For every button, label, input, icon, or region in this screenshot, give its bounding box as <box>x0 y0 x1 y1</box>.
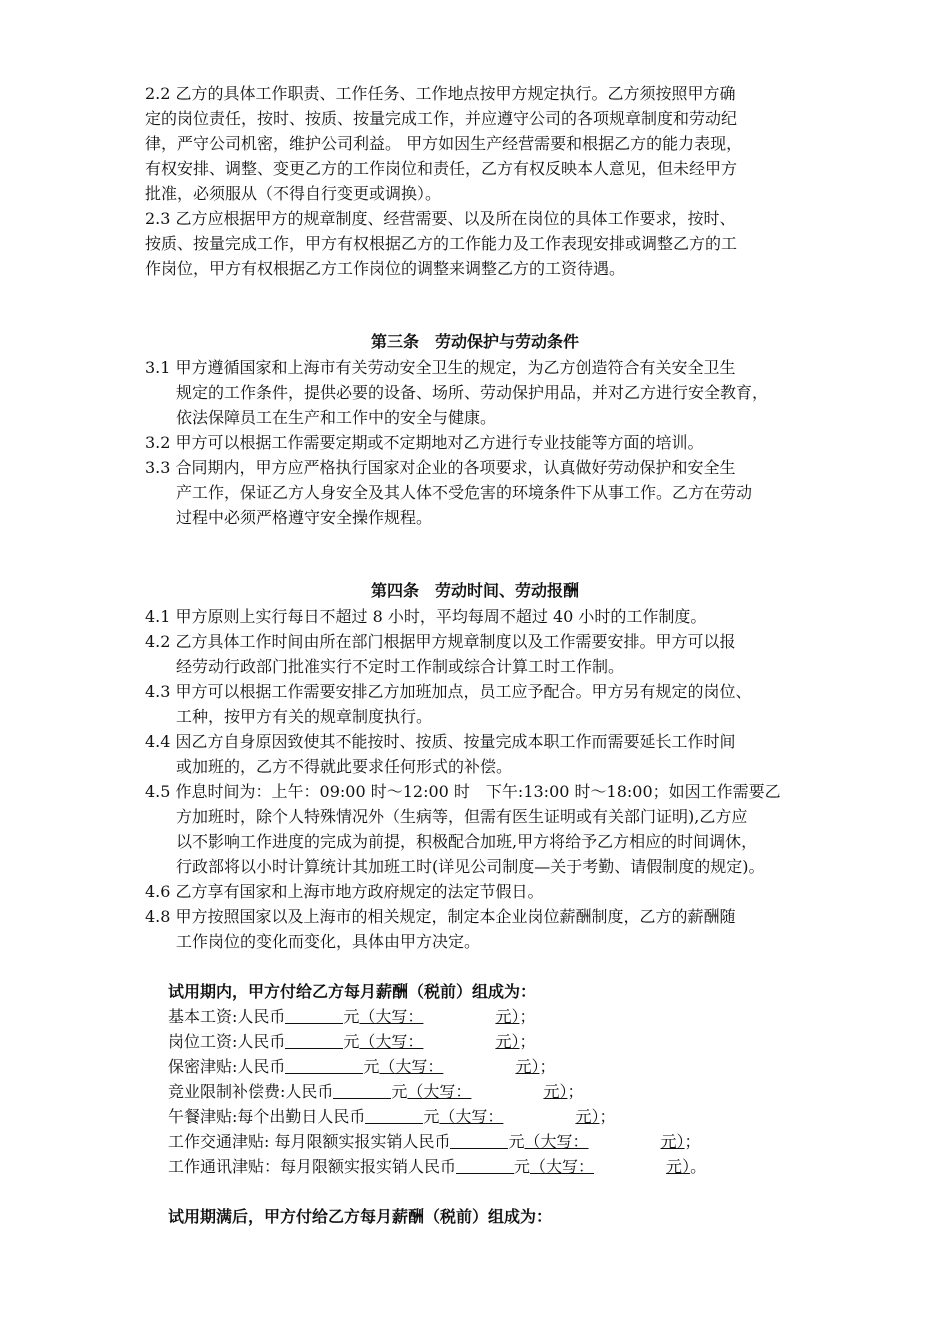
daxie-group: （大写： 元） <box>407 1082 568 1101</box>
para-4-5-line-1: 4.5 作息时间为：上午：09:00 时～12:00 时 下午:13:00 时～18:00；如因工作需要乙 <box>145 782 781 801</box>
para-2-2-line-1: 2.2 乙方的具体工作职责、工作任务、工作地点按甲方规定执行。乙方须按照甲方确 <box>145 84 736 103</box>
salary-row-noncompete: 竞业限制补偿费:人民币 元（大写： 元）； <box>168 1082 584 1101</box>
para-3-3-line-1: 3.3 合同期内，甲方应严格执行国家对企业的各项要求，认真做好劳动保护和安全生 <box>145 458 736 477</box>
para-4-5-line-2: 方加班时，除个人特殊情况外（生病等，但需有医生证明或有关部门证明),乙方应 <box>176 807 748 826</box>
daxie-group: （大写： 元） <box>359 1007 520 1026</box>
para-2-3-line-2: 按质、按量完成工作，甲方有权根据乙方的工作能力及工作表现安排或调整乙方的工 <box>145 234 738 253</box>
daxie-blank[interactable] <box>423 1032 495 1049</box>
amount-blank[interactable] <box>285 1031 343 1049</box>
para-4-5-line-4: 行政部将以小时计算统计其加班工时(详见公司制度—关于考勤、请假制度的规定)。 <box>176 857 765 876</box>
para-3-3-line-3: 过程中必须严格遵守安全操作规程。 <box>176 508 433 527</box>
daxie-blank[interactable] <box>594 1157 666 1174</box>
salary-row-basic: 基本工资:人民币 元（大写： 元）； <box>168 1007 536 1026</box>
section-4-heading: 第四条 劳动时间、劳动报酬 <box>370 581 579 600</box>
para-4-1: 4.1 甲方原则上实行每日不超过 8 小时，平均每周不超过 40 小时的工作制度。 <box>145 607 707 626</box>
para-2-2-line-5: 批准，必须服从（不得自行变更或调换）。 <box>145 184 442 203</box>
unit-label: 元 <box>343 1032 360 1051</box>
salary-row-lunch: 午餐津贴:每个出勤日人民币 元（大写： 元）； <box>168 1107 616 1126</box>
unit-label: 元 <box>423 1107 440 1126</box>
salary-item-label: 基本工资:人民币 <box>168 1007 286 1026</box>
para-3-1-line-2: 规定的工作条件，提供必要的设备、场所、劳动保护用品，并对乙方进行安全教育， <box>176 383 769 402</box>
para-4-4-line-2: 或加班的，乙方不得就此要求任何形式的补偿。 <box>176 757 513 776</box>
para-4-8-line-2: 工作岗位的变化而变化，具体由甲方决定。 <box>176 932 481 951</box>
unit-label: 元 <box>508 1132 525 1151</box>
para-3-3-line-2: 产工作，保证乙方人身安全及其人体不受危害的环境条件下从事工作。乙方在劳动 <box>176 483 753 502</box>
amount-blank[interactable] <box>450 1131 508 1149</box>
salary-row-confidentiality: 保密津贴:人民币 元（大写： 元）； <box>168 1057 556 1076</box>
salary-row-communication: 工作通讯津贴：每月限额实报实销人民币 元（大写： 元）。 <box>168 1157 707 1176</box>
unit-label: 元 <box>391 1082 408 1101</box>
daxie-group: （大写： 元） <box>379 1057 540 1076</box>
daxie-group: （大写： 元） <box>530 1157 691 1176</box>
salary-item-label: 岗位工资:人民币 <box>168 1032 286 1051</box>
daxie-group: （大写： 元） <box>439 1107 600 1126</box>
amount-blank[interactable] <box>285 1056 363 1074</box>
daxie-blank[interactable] <box>443 1057 515 1074</box>
para-3-2: 3.2 甲方可以根据工作需要定期或不定期地对乙方进行专业技能等方面的培训。 <box>145 433 704 452</box>
salary-row-transport: 工作交通津贴: 每月限额实报实销人民币 元（大写： 元）； <box>168 1132 701 1151</box>
amount-blank[interactable] <box>456 1156 514 1174</box>
salary-item-label: 保密津贴:人民币 <box>168 1057 286 1076</box>
salary-item-label: 工作交通津贴: 每月限额实报实销人民币 <box>168 1132 451 1151</box>
daxie-blank[interactable] <box>423 1007 495 1024</box>
para-3-1-line-1: 3.1 甲方遵循国家和上海市有关劳动安全卫生的规定，为乙方创造符合有关安全卫生 <box>145 358 736 377</box>
salary-item-label: 工作通讯津贴：每月限额实报实销人民币 <box>168 1157 457 1176</box>
para-4-8-line-1: 4.8 甲方按照国家以及上海市的相关规定，制定本企业岗位薪酬制度，乙方的薪酬随 <box>145 907 736 926</box>
salary-item-label: 午餐津贴:每个出勤日人民币 <box>168 1107 366 1126</box>
amount-blank[interactable] <box>365 1106 423 1124</box>
para-2-2-line-4: 有权安排、调整、变更乙方的工作岗位和责任，乙方有权反映本人意见，但未经甲方 <box>145 159 738 178</box>
amount-blank[interactable] <box>333 1081 391 1099</box>
para-4-5-line-3: 以不影响工作进度的完成为前提，积极配合加班,甲方将给予乙方相应的时间调休， <box>176 832 758 851</box>
para-4-6: 4.6 乙方享有国家和上海市地方政府规定的法定节假日。 <box>145 882 544 901</box>
para-4-2-line-1: 4.2 乙方具体工作时间由所在部门根据甲方规章制度以及工作需要安排。甲方可以报 <box>145 632 736 651</box>
para-2-2-line-2: 定的岗位责任，按时、按质、按量完成工作，并应遵守公司的各项规章制度和劳动纪 <box>145 109 738 128</box>
para-2-2-line-3: 律，严守公司机密，维护公司利益。 甲方如因生产经营需要和根据乙方的能力表现， <box>145 134 743 153</box>
unit-label: 元 <box>343 1007 360 1026</box>
para-2-3-line-3: 作岗位，甲方有权根据乙方工作岗位的调整来调整乙方的工资待遇。 <box>145 259 626 278</box>
para-2-3-line-1: 2.3 乙方应根据甲方的规章制度、经营需要、以及所在岗位的具体工作要求，按时、 <box>145 209 736 228</box>
section-3-heading: 第三条 劳动保护与劳动条件 <box>370 332 579 351</box>
para-4-4-line-1: 4.4 因乙方自身原因致使其不能按时、按质、按量完成本职工作而需要延长工作时间 <box>145 732 736 751</box>
daxie-group: （大写： 元） <box>524 1132 685 1151</box>
daxie-blank[interactable] <box>471 1082 543 1099</box>
daxie-group: （大写： 元） <box>359 1032 520 1051</box>
after-probation-salary-title: 试用期满后，甲方付给乙方每月薪酬（税前）组成为： <box>168 1207 553 1226</box>
salary-row-position: 岗位工资:人民币 元（大写： 元）； <box>168 1032 536 1051</box>
para-4-3-line-1: 4.3 甲方可以根据工作需要安排乙方加班加点，员工应予配合。甲方另有规定的岗位、 <box>145 682 752 701</box>
daxie-blank[interactable] <box>589 1132 661 1149</box>
amount-blank[interactable] <box>285 1006 343 1024</box>
unit-label: 元 <box>514 1157 531 1176</box>
daxie-blank[interactable] <box>503 1107 575 1124</box>
unit-label: 元 <box>363 1057 380 1076</box>
probation-salary-title: 试用期内，甲方付给乙方每月薪酬（税前）组成为： <box>168 982 537 1001</box>
salary-item-label: 竞业限制补偿费:人民币 <box>168 1082 334 1101</box>
para-4-3-line-2: 工种，按甲方有关的规章制度执行。 <box>176 707 433 726</box>
para-4-2-line-2: 经劳动行政部门批准实行不定时工作制或综合计算工时工作制。 <box>176 657 625 676</box>
para-3-1-line-3: 依法保障员工在生产和工作中的安全与健康。 <box>176 408 497 427</box>
